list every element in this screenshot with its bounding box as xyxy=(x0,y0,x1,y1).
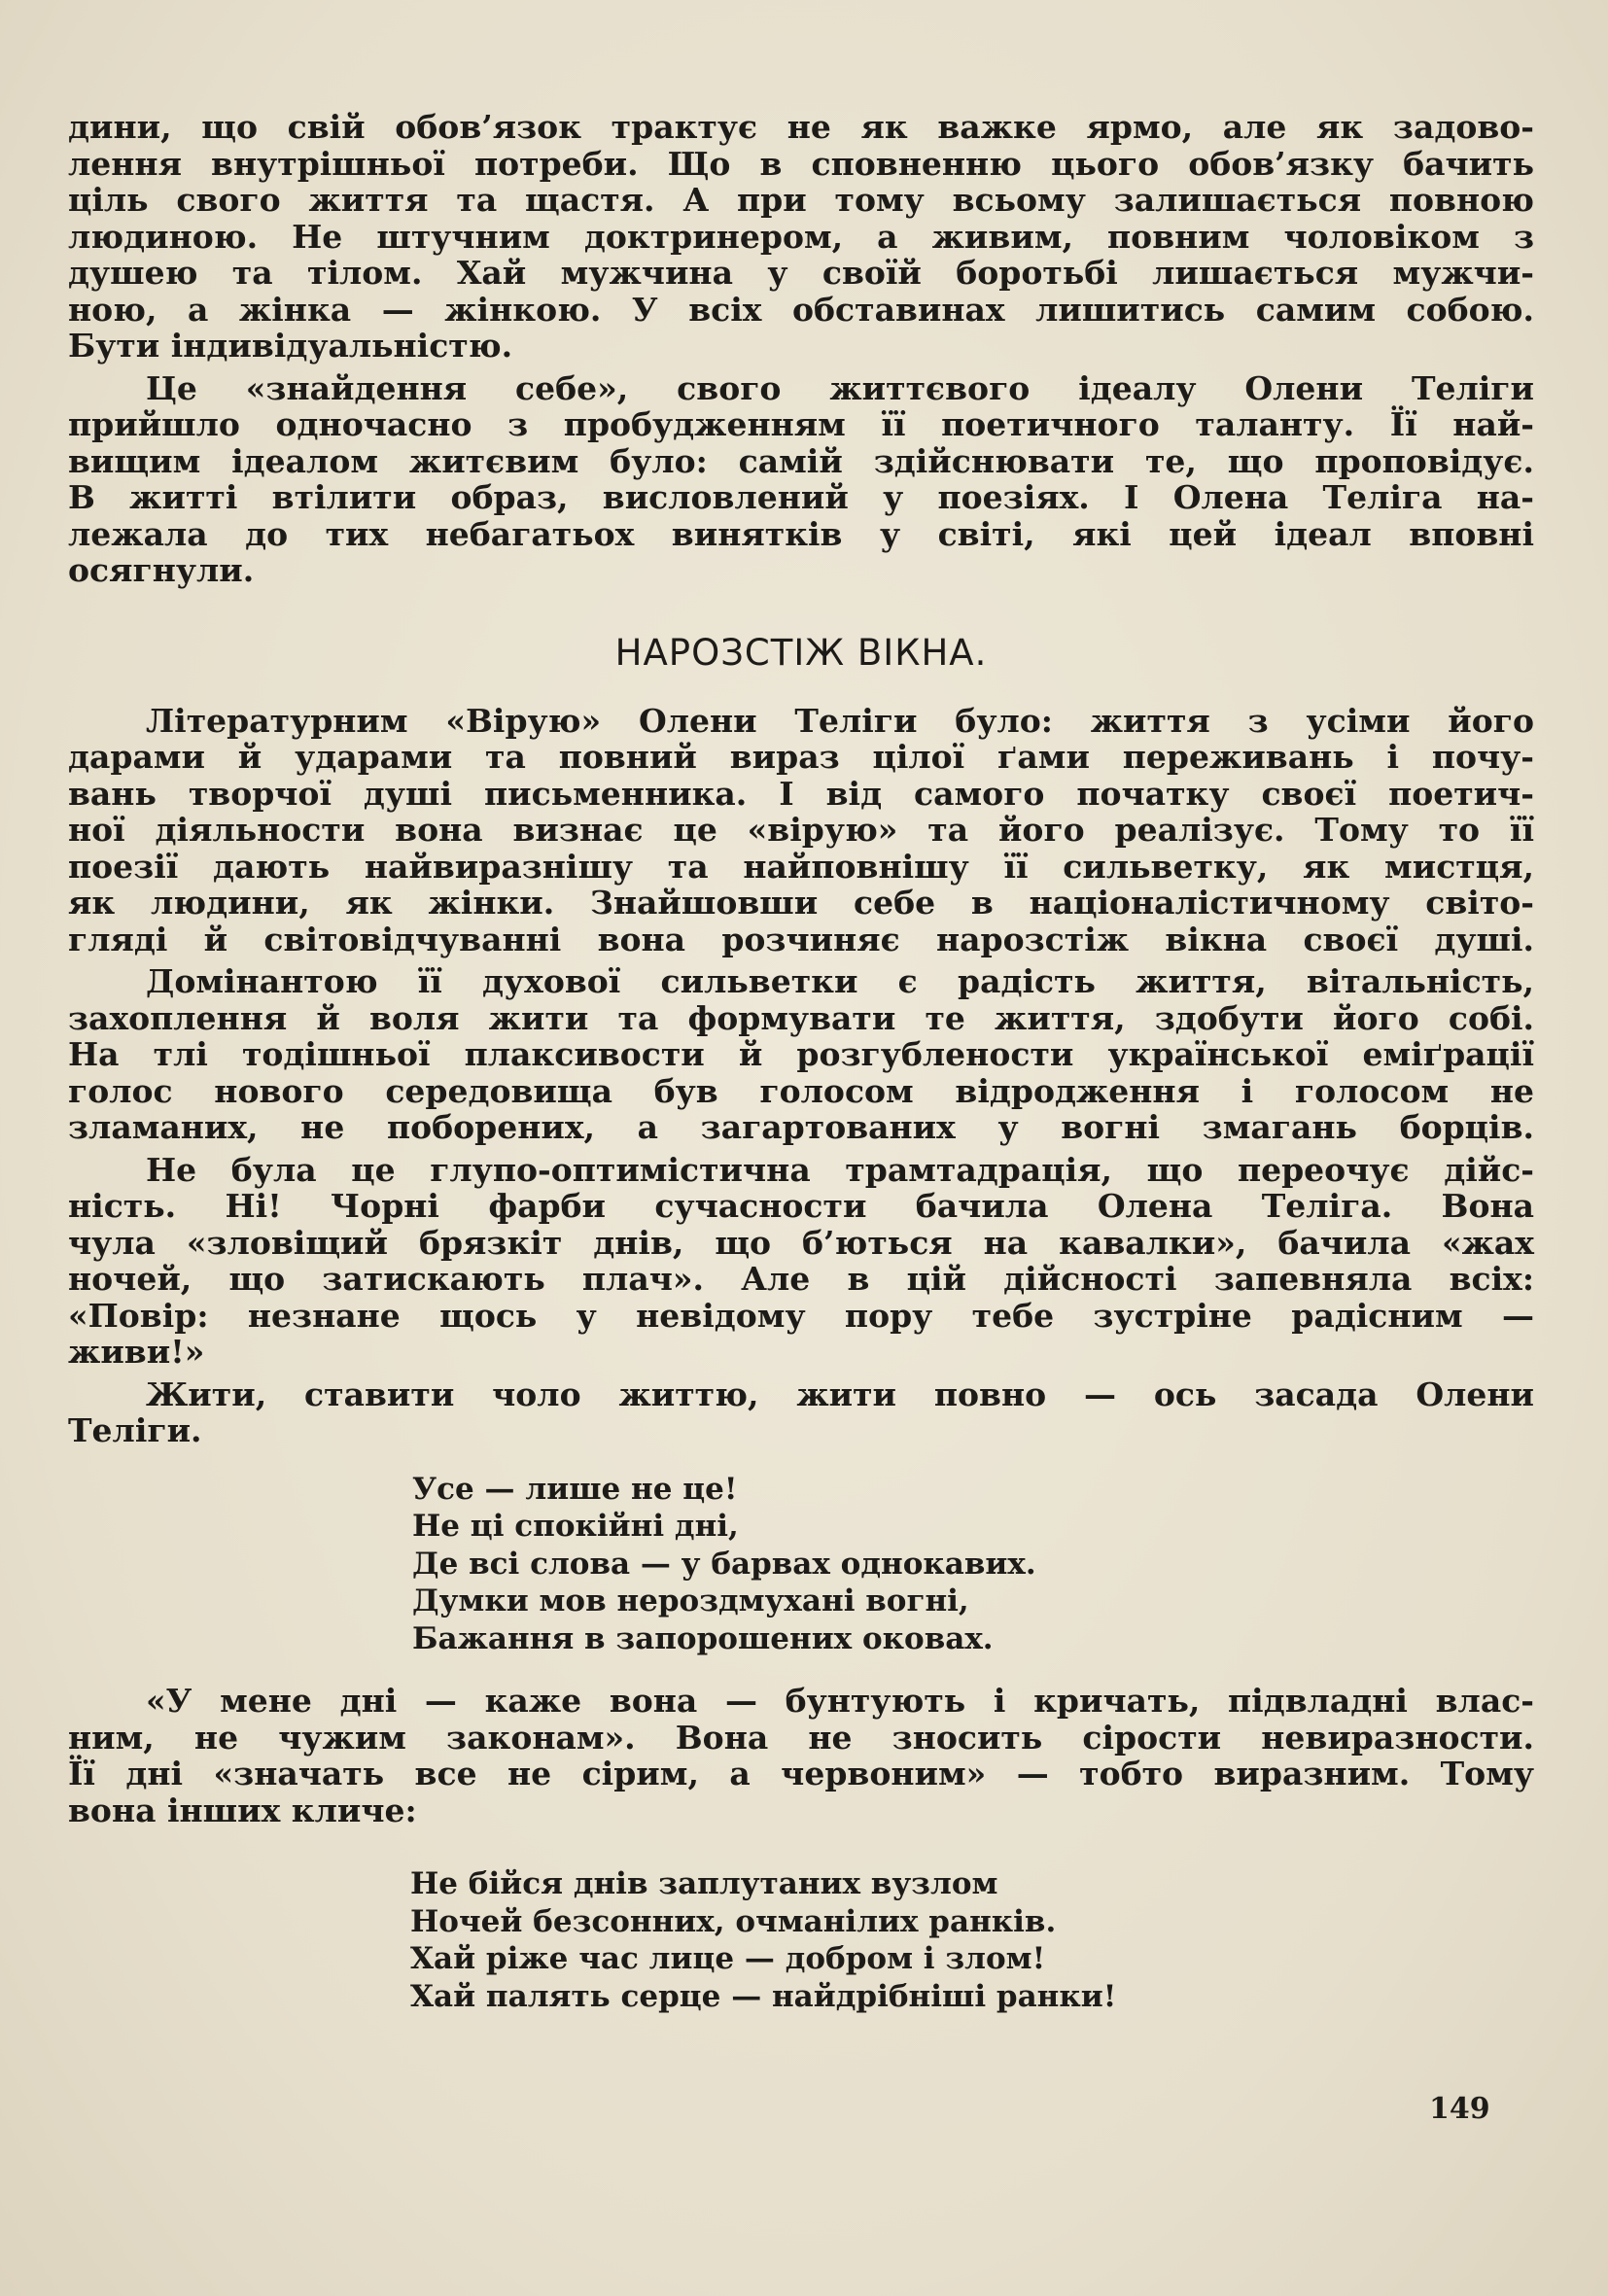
text-line: Теліги. xyxy=(68,1411,202,1449)
text-line: людиною. Не штучним доктринером, а живим, повним чоловіком з xyxy=(68,217,1534,256)
verse-line: Усе — лише не це! xyxy=(412,1471,738,1507)
text-line: прийшло одночасно з пробудженням її поетичного таланту. Її най- xyxy=(68,405,1534,443)
text-line: ним, не чужим законам». Вона не зносить сірости невиразности. xyxy=(68,1718,1534,1757)
text-line: ної діяльности вона визнає це «вірую» та його реалізує. Тому то її xyxy=(68,811,1534,849)
verse-line: Не бійся днів заплутаних вузлом xyxy=(410,1866,998,1901)
text-line: як людини, як жінки. Знайшовши себе в націоналістичному світо- xyxy=(68,884,1534,922)
text-line: В житті втілити образ, висловлений у поезіях. І Олена Теліга на- xyxy=(68,478,1534,516)
text-line: поезії дають найвиразнішу та найповнішу її сильветку, як мистця, xyxy=(68,847,1534,886)
text-line: гляді й світовідчуванні вона розчиняє нарозстіж вікна своєї душі. xyxy=(68,920,1534,958)
section-heading: НАРОЗСТІЖ ВІКНА. xyxy=(614,631,988,674)
verse-block-1 xyxy=(412,1471,1534,1658)
text-line: вищим ідеалом житєвим було: самій здійснювати те, що проповідує. xyxy=(68,441,1534,480)
text-line: дарами й ударами та повний вираз цілої ґами переживань і почу- xyxy=(68,738,1534,776)
paragraph-top-2 xyxy=(68,370,1534,589)
paragraph-after-verse xyxy=(68,1683,1534,1828)
text-line: ціль свого життя та щастя. А при тому всьому залишається повною xyxy=(68,181,1534,219)
text-line: живи!» xyxy=(68,1333,205,1371)
text-line: захоплення й воля жити та формувати те життя, здобути його собі. xyxy=(68,998,1534,1037)
verse-line: Не ці спокійні дні, xyxy=(412,1509,739,1544)
verse-line: Ночей безсонних, очманілих ранків. xyxy=(410,1903,1057,1939)
text-line: На тлі тодішньої плаксивости й розгублености української еміґрації xyxy=(68,1035,1534,1073)
text-line: лежала до тих небагатьох винятків у світі, які цей ідеал вповні xyxy=(68,514,1534,553)
verse-line: Де всі слова — у барвах однокавих. xyxy=(412,1546,1036,1582)
text-line: Це «знайдення себе», свого життєвого ідеалу Олени Теліги xyxy=(146,368,1534,407)
text-line: ночей, що затискають плач». Але в цій дійсності запевняла всіх: xyxy=(68,1260,1534,1298)
text-line: Її дні «значать все не сірим, а червоним» — тобто виразним. Тому xyxy=(68,1755,1534,1792)
text-line: Літературним «Вірую» Олени Теліги було: життя з усіми його xyxy=(146,701,1534,740)
paragraph-top-1 xyxy=(68,109,1534,365)
paragraph-middle-4 xyxy=(68,1376,1534,1449)
text-line: осягнули. xyxy=(68,551,255,589)
text-line: Жити, ставити чоло життю, жити повно — ось засада Олени xyxy=(146,1374,1534,1413)
text-line: вона інших кличе: xyxy=(68,1791,417,1829)
text-line: голос нового середовища був голосом відродження і голосом не xyxy=(68,1071,1534,1110)
text-line: зламаних, не поборених, а загартованих у вогні змагань борців. xyxy=(68,1108,1534,1146)
text-line: дини, що свій обов’язок трактує не як важке ярмо, але як задово- xyxy=(68,108,1534,146)
verse-line: Думки мов нероздмухані вогні, xyxy=(412,1583,969,1618)
verse-line: Хай ріже час лице — добром і злом! xyxy=(410,1941,1046,1976)
text-line: Не була це глупо-оптимістична трамтадрація, що переочує дійс- xyxy=(146,1150,1534,1189)
paragraph-middle-3 xyxy=(68,1152,1534,1371)
text-line: душею та тілом. Хай мужчина у своїй боротьбі лишається мужчи- xyxy=(68,254,1534,292)
verse-line: Бажання в запорошених оковах. xyxy=(412,1620,994,1656)
verse-block-2 xyxy=(410,1865,1534,2015)
text-line: ною, а жінка — жінкою. У всіх обставинах лишитись самим собою. xyxy=(68,290,1534,329)
text-line: «Повір: незнане щось у невідому пору тебе зустріне радісним — xyxy=(68,1296,1534,1335)
text-line: вань творчої душі письменника. І від самого початку своєї поетич- xyxy=(68,774,1534,813)
text-line: чула «зловіщий брязкіт днів, що б’ються на кавалки», бачила «жах xyxy=(68,1223,1534,1262)
verse-line: Хай палять серце — найдрібніші ранки! xyxy=(410,1978,1117,2014)
page-number: 149 xyxy=(1429,2092,1490,2126)
text-line: Бути індивідуальністю. xyxy=(68,327,513,365)
text-line: Домінантою її духової сильветки є радість життя, вітальність, xyxy=(146,962,1534,1000)
paragraph-middle-2 xyxy=(68,963,1534,1146)
paragraph-middle-1 xyxy=(68,703,1534,958)
text-line: лення внутрішньої потреби. Що в сповненню цього обов’язку бачить xyxy=(68,144,1534,183)
text-line: «У мене дні — каже вона — бунтують і кричать, підвладні влас- xyxy=(146,1682,1534,1720)
text-line: ність. Ні! Чорні фарби сучасности бачила Олена Теліга. Вона xyxy=(68,1187,1534,1225)
